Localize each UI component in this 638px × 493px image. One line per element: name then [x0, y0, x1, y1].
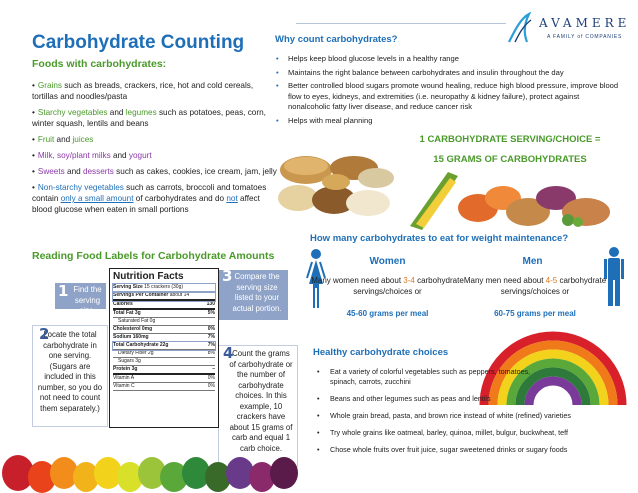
grains-highlight: Grains: [37, 81, 62, 90]
foods-heading: Foods with carbohydrates:: [32, 58, 167, 70]
list-item: • Chose whole fruits over fruit juice, sugar sweetened drinks or sugary foods: [313, 445, 608, 455]
sweets-and: and: [64, 167, 83, 176]
sweets-text: such as cakes, cookies, ice cream, jam, jelly: [113, 167, 277, 176]
sweets-highlight: Sweets: [37, 167, 65, 176]
table-row: Vitamin A 0%: [113, 375, 215, 381]
step-2-text: Locate the total carbohydrate in one serving. (Sugars are included in this number, so you do not need to count them separately.): [37, 330, 103, 413]
healthy-list: [313, 367, 608, 462]
small-amount-underline: only a small amount: [60, 194, 134, 203]
servings-row: [113, 292, 215, 301]
men-servings: 4-5: [545, 276, 558, 285]
page-title: Carbohydrate Counting: [32, 32, 245, 53]
list-item: [32, 150, 277, 161]
milk-highlight: Milk, soy/plant milks: [37, 151, 111, 160]
step-1-box: [55, 282, 106, 315]
list-item: • Beans and other legumes such as peas and lentils: [313, 394, 608, 404]
women-servings: 3-4: [403, 276, 415, 285]
serving-definition-line1: 1 CARBOHYDRATE SERVING/CHOICE =: [419, 134, 601, 145]
step-1-number: 1: [58, 282, 69, 300]
list-item: [32, 134, 277, 145]
logo-name: AVAMERE: [539, 16, 631, 30]
starchy-and: and: [107, 108, 126, 117]
women-title: Women: [369, 256, 406, 267]
table-row: Dietary Fiber 2g 8%: [113, 350, 215, 358]
table-row: Total Fat 3g 5%: [113, 310, 215, 316]
women-text: Many women need about 3-4 carbohydrate servings/choices or: [311, 276, 464, 296]
produce-illustration-icon: [0, 433, 300, 493]
produce-photo: [0, 433, 300, 493]
list-item: [32, 182, 277, 215]
starchy-vegetables-illustration-icon: [408, 168, 613, 230]
how-many-heading: How many carbohydrates to eat for weight maintenance?: [310, 233, 569, 244]
list-item: • Try whole grains like oatmeal, barley, quinoa, millet, bulgur, buckwheat, teff: [313, 428, 608, 438]
list-item: [32, 166, 277, 177]
calories-label: Calories: [113, 301, 133, 307]
fruit-highlight: Fruit: [37, 135, 55, 144]
nutrition-facts-title: Nutrition Facts: [113, 271, 215, 284]
serving-size-value: 15 crackers (30g): [144, 284, 184, 290]
nonstarchy-text-c: affect blood glucose when eaten in small portions: [32, 194, 260, 214]
starchy-text: such as potatoes, peas, corn, winter squash, lentils and beans: [32, 108, 266, 128]
men-title: Men: [522, 256, 543, 267]
starchy-highlight: Starchy vegetables: [37, 108, 108, 117]
fruit-and: and: [54, 135, 73, 144]
step-4-number: 4: [223, 344, 234, 362]
grains-text: such as breads, crackers, rice, hot and cold cereals, tortillas and noodles/pasta: [32, 81, 254, 101]
yogurt-highlight: yogurt: [128, 151, 152, 160]
list-item: • Helps keep blood glucose levels in a healthy range: [276, 54, 621, 65]
header-rule: [296, 23, 506, 24]
why-heading: Why count carbohydrates?: [275, 34, 398, 45]
desserts-highlight: desserts: [82, 167, 114, 176]
why-list: [276, 54, 621, 129]
step-4-text: Count the grams of carbohydrate or the number of carbohydrate choices. In this example, 10 crackers have about 15 grams of carb and equal 1 carb choice.: [229, 349, 293, 453]
table-row: Saturated Fat 0g: [113, 318, 215, 326]
list-item: • Helps with meal planning: [276, 116, 621, 127]
step-2-box: [32, 325, 108, 427]
serving-size-label: Serving Size: [113, 284, 143, 290]
nonstarchy-text-b: of carbohydrates and do: [133, 194, 227, 203]
nonstarchy-highlight: Non-starchy vegetables: [37, 183, 124, 192]
men-grams: 60-75 grams per meal: [494, 309, 576, 318]
calories-row: [113, 301, 215, 310]
list-item: • Eat a variety of colorful vegetables such as peppers, tomatoes, spinach, carrots, zucchini: [313, 367, 608, 387]
healthy-heading: Healthy carbohydrate choices: [313, 347, 449, 358]
step-3-text: Compare the serving size listed to your actual portion.: [232, 272, 282, 313]
serving-size-row: [113, 284, 215, 292]
step-1-text: Find the serving size.: [73, 285, 102, 315]
logo-mark-icon: [505, 12, 537, 46]
men-text: Many men need about 4-5 carbohydrate servings/choices or: [463, 276, 607, 296]
nonstarchy-text-a: such as carrots, broccoli and tomatoes contain: [32, 183, 267, 203]
table-row: Total Carbohydrate 22g 7%: [113, 342, 215, 348]
women-grams: 45-60 grams per meal: [346, 309, 429, 318]
calories-value: 130: [206, 301, 215, 307]
nutrition-facts-label: [109, 268, 219, 428]
step-3-box: [218, 267, 288, 320]
table-row: Sugars 3g: [113, 358, 215, 366]
milk-and: and: [110, 151, 129, 160]
step-3-number: 3: [222, 267, 233, 285]
logo-tagline: A FAMILY of COMPANIES: [547, 34, 623, 40]
grains-photo: [276, 148, 396, 220]
avamere-logo: [505, 12, 631, 46]
step-2-number: 2: [39, 325, 50, 343]
table-row: Protein 3g –: [113, 366, 215, 375]
servings-value: about 14: [169, 292, 190, 298]
not-underline: not: [226, 194, 238, 203]
legumes-highlight: legumes: [125, 108, 157, 117]
servings-label: Servings Per Container: [113, 292, 169, 298]
list-item: [32, 80, 277, 102]
list-item: [32, 107, 277, 129]
list-item: • Maintains the right balance between carbohydrates and insulin throughout the day: [276, 68, 621, 79]
list-item: • Whole grain bread, pasta, and brown rice instead of white (refined) varieties: [313, 411, 608, 421]
list-item: • Better controlled blood sugars promote wound healing, reduce high blood pressure, improve blood flow to eyes, kidneys, and extremities (i.e. neuropathy & kidney failure), protect against nonalcoholic fatty liver disease, and reduce cancer risk: [276, 81, 621, 113]
table-row: Vitamin C 0%: [113, 383, 215, 389]
table-row: Cholesterol 0mg 0%: [113, 326, 215, 332]
bread-grains-illustration-icon: [276, 148, 396, 220]
serving-definition-line2: 15 GRAMS OF CARBOHYDRATES: [433, 154, 587, 165]
food-list: [32, 80, 277, 220]
starchy-vegetables-photo: [408, 168, 613, 230]
table-row: Sodium 160mg 7%: [113, 334, 215, 340]
juices-highlight: juices: [72, 135, 94, 144]
labels-heading: Reading Food Labels for Carbohydrate Amounts: [32, 250, 275, 262]
